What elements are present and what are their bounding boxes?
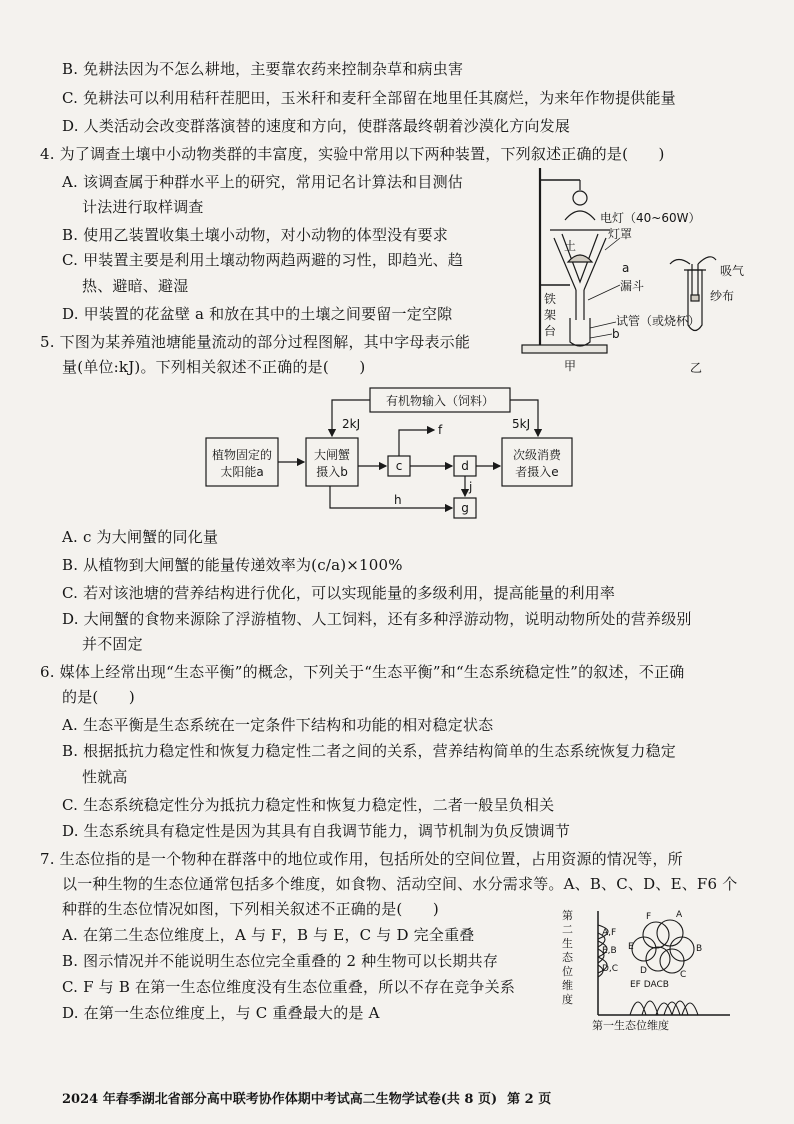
q7-label-f: F — [646, 912, 652, 922]
q4-caption-jia: 甲 — [564, 359, 577, 373]
q4-label-lamp: 电灯（40~60W） — [600, 211, 701, 225]
q5-option-c: C. 若对该池塘的营养结构进行优化，可以实现能量的多级利用，提高能量的利用率 — [62, 584, 616, 602]
q4-option-c-line1: C. 甲装置主要是利用土壤动物两趋两避的习性，即趋光、趋 — [62, 251, 464, 269]
q5-energy-flow-diagram — [180, 380, 630, 520]
q7-label-dc: D,C — [602, 964, 619, 974]
q4-stem: 4. 为了调查土壤中小动物类群的丰富度，实验中常用以下两种装置，下列叙述正确的是( ) — [40, 145, 665, 163]
q4-apparatus-figure — [510, 160, 760, 382]
q7-yaxis-2: 二 — [562, 923, 573, 936]
q6-stem-line2: 的是( ) — [62, 688, 135, 706]
q6-option-a: A. 生态平衡是生态系统在一定条件下结构和功能的相对稳定状态 — [62, 716, 494, 734]
q7-yaxis-4: 态 — [562, 951, 573, 964]
page-footer — [62, 1088, 762, 1107]
q7-label-bottom: EF DACB — [630, 980, 669, 990]
page-number: 第 2 页 — [507, 1092, 552, 1107]
q4-option-d: D. 甲装置的花盆壁 a 和放在其中的土壤之间要留一定空隙 — [62, 305, 453, 323]
q5-option-b: B. 从植物到大闸蟹的能量传递效率为(c/a)×100% — [62, 556, 403, 574]
q7-label-af: A,F — [602, 928, 617, 938]
q7-yaxis-6: 维 — [562, 979, 573, 992]
q5-label-d: d — [461, 459, 469, 473]
q7-niche-figure — [560, 905, 760, 1035]
q7-label-d: D — [640, 966, 647, 976]
q4-caption-yi: 乙 — [690, 361, 703, 375]
q5-label-j: j — [469, 480, 473, 494]
q7-yaxis-7: 度 — [562, 993, 573, 1006]
q4-label-tube: 试管（或烧杯） — [616, 314, 701, 328]
q7-xaxis: 第一生态位维度 — [592, 1019, 669, 1032]
q4-option-b: B. 使用乙装置收集土壤小动物，对小动物的体型没有要求 — [62, 226, 448, 244]
q3-option-d: D. 人类活动会改变群落演替的速度和方向，使群落最终朝着沙漠化方向发展 — [62, 117, 571, 135]
q5-label-second-1: 次级消费 — [512, 448, 562, 462]
q7-yaxis-3: 生 — [562, 937, 573, 950]
q4-label-stand-1: 铁 — [544, 292, 557, 306]
q5-label-crab-1: 大闸蟹 — [313, 448, 351, 462]
q5-label-plant-1: 植物固定的 — [211, 448, 273, 462]
q5-stem-line1: 5. 下图为某养殖池塘能量流动的部分过程图解，其中字母表示能 — [40, 333, 471, 351]
q7-yaxis-5: 位 — [562, 965, 573, 978]
q5-label-f: f — [438, 423, 443, 437]
q4-label-a: a — [622, 261, 630, 275]
q7-stem-line2: 以一种生物的生态位通常包括多个维度，如食物、活动空间、水分需求等。A、B、C、D、E、F6 个 — [62, 875, 738, 893]
q5-option-d-line2: 并不固定 — [82, 635, 143, 653]
q5-option-a: A. c 为大闸蟹的同化量 — [62, 528, 219, 546]
q4-label-shade: 灯罩 — [608, 227, 633, 241]
q4-label-suck: 吸气 — [720, 264, 745, 278]
q5-label-g: g — [461, 501, 469, 515]
q4-label-soil: 土 — [564, 239, 577, 253]
q7-option-a: A. 在第二生态位维度上，A 与 F，B 与 E，C 与 D 完全重叠 — [62, 926, 475, 944]
q5-label-h: h — [394, 493, 402, 507]
q7-option-d: D. 在第一生态位维度上，与 C 重叠最大的是 A — [62, 1004, 380, 1022]
q4-option-a-line1: A. 该调查属于种群水平上的研究，常用记名计算法和目测估 — [62, 173, 463, 191]
q5-label-crab-2: 摄入b — [316, 465, 348, 479]
q6-option-d: D. 生态系统具有稳定性是因为其具有自我调节能力，调节机制为负反馈调节 — [62, 822, 571, 840]
q7-stem-line1: 7. 生态位指的是一个物种在群落中的地位或作用，包括所处的空间位置，占用资源的情况等，所 — [40, 850, 683, 868]
footer-title: 2024 年春季湖北省部分高中联考协作体期中考试高二生物学试卷(共 8 页) — [62, 1092, 498, 1107]
q5-stem-line2: 量(单位:kJ)。下列相关叙述不正确的是( ) — [62, 358, 366, 376]
q5-label-2kj: 2kJ — [342, 417, 361, 431]
q7-option-b: B. 图示情况并不能说明生态位完全重叠的 2 种生物可以长期共存 — [62, 952, 499, 970]
q7-label-b: B — [696, 944, 703, 954]
q4-label-gauze: 纱布 — [710, 289, 735, 303]
q3-option-b: B. 免耕法因为不怎么耕地，主要靠农药来控制杂草和病虫害 — [62, 60, 464, 78]
q7-label-c: C — [680, 970, 687, 980]
q4-label-b: b — [612, 327, 620, 341]
q7-stem-line3: 种群的生态位情况如图，下列相关叙述不正确的是( ) — [62, 900, 439, 918]
q7-option-c: C. F 与 B 在第一生态位维度没有生态位重叠，所以不存在竞争关系 — [62, 978, 516, 996]
q7-label-e: E — [628, 942, 634, 952]
q6-stem-line1: 6. 媒体上经常出现“生态平衡”的概念，下列关于“生态平衡”和“生态系统稳定性”的叙述，不正确 — [40, 663, 685, 681]
q7-label-a: A — [676, 910, 683, 920]
q6-option-b-line1: B. 根据抵抗力稳定性和恢复力稳定性二者之间的关系，营养结构简单的生态系统恢复力稳定 — [62, 742, 676, 760]
q5-label-5kj: 5kJ — [512, 417, 531, 431]
q3-option-c: C. 免耕法可以利用秸秆茬肥田，玉米秆和麦秆全部留在地里任其腐烂，为来年作物提供能量 — [62, 89, 676, 107]
q5-label-plant-2: 太阳能a — [220, 465, 264, 479]
q7-label-eb: E,B — [602, 946, 617, 956]
q7-yaxis-1: 第 — [562, 909, 573, 922]
q5-label-c: c — [395, 459, 403, 473]
q5-label-second-2: 者摄入e — [515, 465, 559, 479]
q4-label-stand-3: 台 — [544, 324, 557, 338]
q4-option-a-line2: 计法进行取样调查 — [82, 198, 204, 216]
q5-label-organic: 有机物输入（饲料） — [385, 394, 495, 408]
q4-label-stand-2: 架 — [544, 308, 557, 322]
q4-label-funnel: 漏斗 — [620, 279, 645, 293]
q4-option-c-line2: 热、避暗、避湿 — [82, 277, 189, 295]
q6-option-c: C. 生态系统稳定性分为抵抗力稳定性和恢复力稳定性，二者一般呈负相关 — [62, 796, 555, 814]
q5-option-d-line1: D. 大闸蟹的食物来源除了浮游植物、人工饲料，还有多种浮游动物，说明动物所处的营养级别 — [62, 610, 692, 628]
q6-option-b-line2: 性就高 — [82, 768, 128, 786]
